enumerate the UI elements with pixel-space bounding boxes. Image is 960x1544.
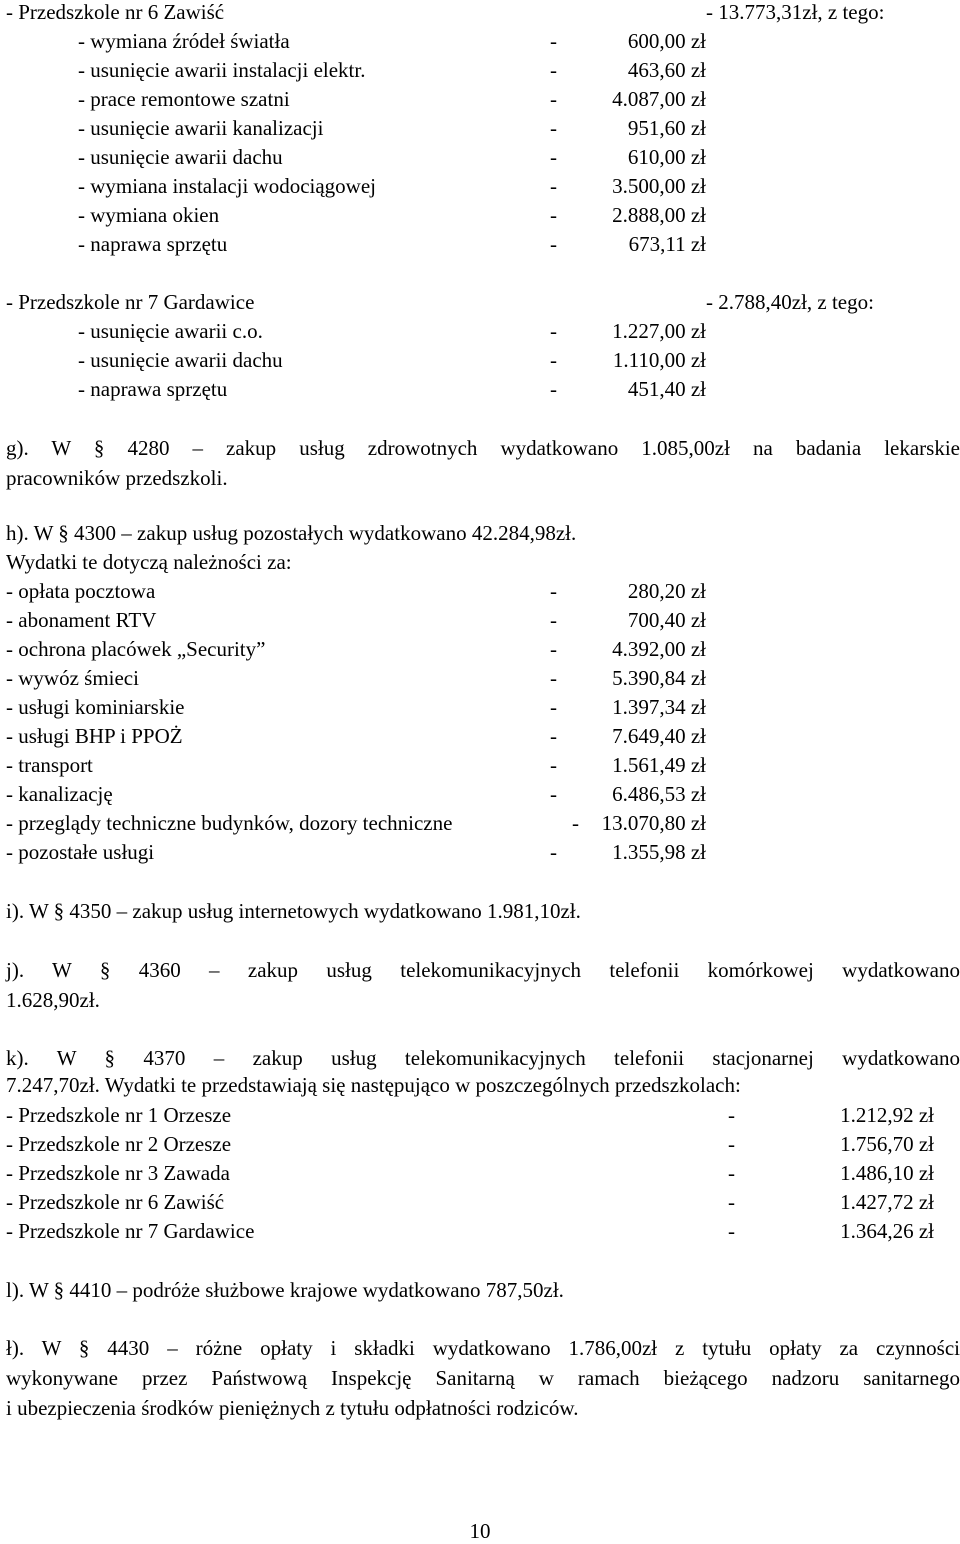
list-item-dash: - [728, 1132, 735, 1156]
list-item-amount: 1.561,49 zł [612, 753, 706, 777]
list-item-dash: - [550, 782, 557, 806]
list-item-amount: 463,60 zł [627, 58, 706, 82]
list-item-label: - Przedszkole nr 7 Gardawice [6, 1219, 255, 1243]
list-item-dash: - [550, 319, 557, 343]
paragraph-l-stroke-line1: ł). W § 4430 – różne opłaty i składki wydatkowano 1.786,00zł z tytułu opłaty za czynności [6, 1336, 960, 1360]
list-item-dash: - [550, 203, 557, 227]
list-item-dash: - [550, 695, 557, 719]
paragraph-h-line2: Wydatki te dotyczą należności za: [6, 550, 292, 574]
list-item-dash: - [550, 579, 557, 603]
list-item-amount: 951,60 zł [627, 116, 706, 140]
list-item-label: - wywóz śmieci [6, 666, 139, 690]
list-item-amount: 451,40 zł [627, 377, 706, 401]
list-item-dash: - [550, 58, 557, 82]
list-item-amount: 7.649,40 zł [612, 724, 706, 748]
list-item-amount: 5.390,84 zł [612, 666, 706, 690]
list-item-amount: 6.486,53 zł [612, 782, 706, 806]
list-item-label: - wymiana instalacji wodociągowej [78, 174, 376, 198]
list-item-dash: - [550, 724, 557, 748]
list-item-label: - usunięcie awarii dachu [78, 145, 283, 169]
list-item-dash: - [550, 87, 557, 111]
list-item-amount: 1.355,98 zł [612, 840, 706, 864]
list-item-label: - pozostałe usługi [6, 840, 155, 864]
list-item-dash: - [550, 666, 557, 690]
list-item-label: - kanalizację [6, 782, 113, 806]
list-item-dash: - [550, 232, 557, 256]
list-item-dash: - [550, 145, 557, 169]
paragraph-l-line1: l). W § 4410 – podróże służbowe krajowe wydatkowano 787,50zł. [6, 1278, 564, 1302]
list-item-dash: - [550, 174, 557, 198]
list-item-amount: 1.756,70 zł [840, 1132, 934, 1156]
list-item-dash: - [728, 1219, 735, 1243]
list-item-label: - przeglądy techniczne budynków, dozory techniczne [6, 811, 453, 835]
list-item-amount: 673,11 zł [628, 232, 706, 256]
list-item-dash: - [572, 811, 579, 835]
paragraph-k-line2: 7.247,70zł. Wydatki te przedstawiają się następująco w poszczególnych przedszkolach: [6, 1073, 741, 1097]
list-item-dash: - [728, 1161, 735, 1185]
list-item-dash: - [550, 377, 557, 401]
list-item-label: - usunięcie awarii dachu [78, 348, 283, 372]
list-item-amount: 2.888,00 zł [612, 203, 706, 227]
list-item-amount: 1.486,10 zł [840, 1161, 934, 1185]
list-item-label: - ochrona placówek „Security” [6, 637, 266, 661]
list-item-label: - Przedszkole nr 2 Orzesze [6, 1132, 232, 1156]
paragraph-k-line1: k). W § 4370 – zakup usług telekomunikacyjnych telefonii stacjonarnej wydatkowano [6, 1046, 960, 1070]
paragraph-l-stroke-line2: wykonywane przez Państwową Inspekcję Sanitarną w ramach bieżącego nadzoru sanitarnego [6, 1366, 960, 1390]
zawisc-header-amount: - 13.773,31zł, z tego: [706, 0, 885, 24]
list-item-amount: 1.397,34 zł [612, 695, 706, 719]
list-item-amount: 4.087,00 zł [612, 87, 706, 111]
list-item-label: - prace remontowe szatni [78, 87, 290, 111]
list-item-dash: - [728, 1103, 735, 1127]
list-item-label: - opłata pocztowa [6, 579, 156, 603]
list-item-label: - transport [6, 753, 93, 777]
list-item-dash: - [550, 753, 557, 777]
list-item-dash: - [550, 116, 557, 140]
list-item-dash: - [550, 348, 557, 372]
paragraph-g-line2: pracowników przedszkoli. [6, 466, 228, 490]
gardawice-header-amount: - 2.788,40zł, z tego: [706, 290, 874, 314]
paragraph-i-line1: i). W § 4350 – zakup usług internetowych wydatkowano 1.981,10zł. [6, 899, 581, 923]
list-item-dash: - [550, 608, 557, 632]
paragraph-g-line1: g). W § 4280 – zakup usług zdrowotnych wydatkowano 1.085,00zł na badania lekarskie [6, 436, 960, 460]
list-item-amount: 1.364,26 zł [840, 1219, 934, 1243]
list-item-label: - usługi BHP i PPOŻ [6, 724, 183, 748]
list-item-amount: 1.212,92 zł [840, 1103, 934, 1127]
list-item-amount: 610,00 zł [627, 145, 706, 169]
paragraph-h-line1: h). W § 4300 – zakup usług pozostałych wydatkowano 42.284,98zł. [6, 521, 577, 545]
list-item-label: - Przedszkole nr 6 Zawiść [6, 1190, 225, 1214]
list-item-label: - abonament RTV [6, 608, 157, 632]
list-item-label: - Przedszkole nr 1 Orzesze [6, 1103, 232, 1127]
list-item-label: - Przedszkole nr 3 Zawada [6, 1161, 230, 1185]
list-item-label: - naprawa sprzętu [78, 232, 228, 256]
list-item-label: - usługi kominiarskie [6, 695, 185, 719]
list-item-amount: 280,20 zł [627, 579, 706, 603]
gardawice-header-label: - Przedszkole nr 7 Gardawice [6, 290, 255, 314]
page-number: 10 [469, 1519, 491, 1543]
list-item-dash: - [550, 637, 557, 661]
list-item-dash: - [728, 1190, 735, 1214]
list-item-amount: 1.427,72 zł [840, 1190, 934, 1214]
list-item-label: - naprawa sprzętu [78, 377, 228, 401]
list-item-amount: 4.392,00 zł [612, 637, 706, 661]
list-item-label: - usunięcie awarii kanalizacji [78, 116, 324, 140]
list-item-dash: - [550, 29, 557, 53]
list-item-label: - wymiana okien [78, 203, 220, 227]
paragraph-l-stroke-line3: i ubezpieczenia środków pieniężnych z tytułu odpłatności rodziców. [6, 1396, 579, 1420]
list-item-label: - wymiana źródeł światła [78, 29, 290, 53]
list-item-amount: 600,00 zł [627, 29, 706, 53]
list-item-amount: 3.500,00 zł [612, 174, 706, 198]
paragraph-j-line2: 1.628,90zł. [6, 988, 100, 1012]
list-item-dash: - [550, 840, 557, 864]
list-item-amount: 1.110,00 zł [612, 348, 706, 372]
list-item-amount: 13.070,80 zł [601, 811, 706, 835]
paragraph-j-line1: j). W § 4360 – zakup usług telekomunikacyjnych telefonii komórkowej wydatkowano [6, 958, 960, 982]
list-item-amount: 1.227,00 zł [612, 319, 706, 343]
list-item-amount: 700,40 zł [627, 608, 706, 632]
list-item-label: - usunięcie awarii instalacji elektr. [78, 58, 366, 82]
list-item-label: - usunięcie awarii c.o. [78, 319, 263, 343]
zawisc-header-label: - Przedszkole nr 6 Zawiść [6, 0, 225, 24]
